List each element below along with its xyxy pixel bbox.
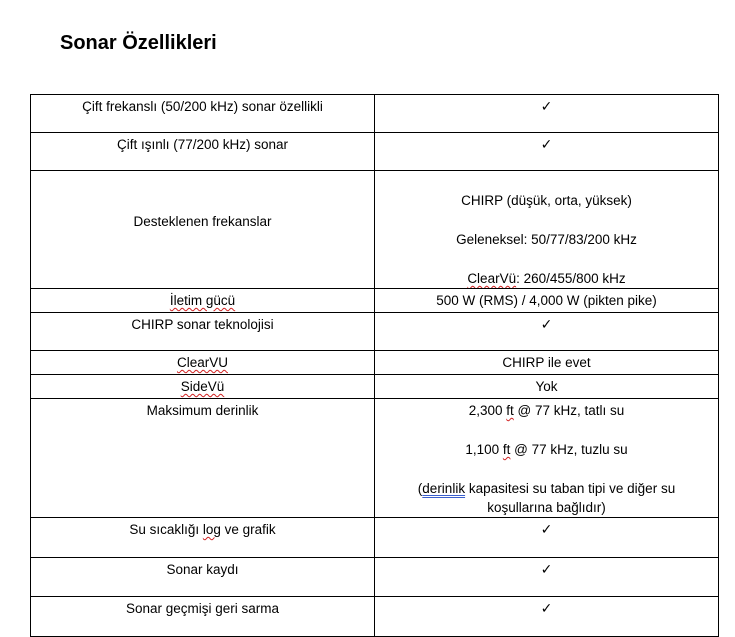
- row-value: CHIRP ile evet: [375, 351, 719, 375]
- checkmark-icon: ✓: [540, 601, 553, 617]
- row-label: [31, 171, 375, 289]
- row-label: Çift frekanslı (50/200 kHz) sonar özellikli: [31, 95, 375, 133]
- spellcheck-word: ft: [502, 442, 511, 457]
- table-row: [31, 313, 719, 351]
- table-row: [31, 133, 719, 171]
- value-line: 2,300 ft @ 77 kHz, tatlı su: [468, 403, 625, 418]
- table-row: [31, 289, 719, 313]
- value-line: CHIRP (düşük, orta, yüksek): [461, 193, 632, 208]
- row-label: Çift ışınlı (77/200 kHz) sonar: [31, 133, 375, 171]
- row-label: Maksimum derinlik: [31, 399, 375, 518]
- checkmark-icon: ✓: [540, 522, 553, 538]
- spellcheck-word: ft: [506, 403, 514, 418]
- row-label-text: Desteklenen frekanslar: [133, 214, 272, 229]
- row-value: [375, 597, 719, 637]
- row-label: [31, 375, 375, 399]
- row-label-text: ClearVU: [176, 355, 228, 370]
- grammar-word: derinlik: [422, 481, 466, 496]
- value-line: 1,100 ft @ 77 kHz, tuzlu su: [465, 442, 628, 457]
- row-label-text: SideVü: [180, 379, 225, 394]
- row-value: [375, 558, 719, 597]
- table-row: [31, 375, 719, 399]
- sonar-spec-table: [30, 94, 719, 637]
- row-value: [375, 171, 719, 289]
- value-note: (derinlik kapasitesi su taban tipi ve diğer su koşullarına bağlıdır): [417, 481, 676, 515]
- page-title: Sonar Özellikleri: [60, 32, 217, 54]
- table-row: [31, 597, 719, 637]
- row-value: Yok: [375, 375, 719, 399]
- table-row: [31, 171, 719, 289]
- value-line: ClearVü: 260/455/800 kHz: [467, 271, 626, 286]
- row-label: Sonar kaydı: [31, 558, 375, 597]
- checkmark-icon: ✓: [540, 137, 553, 153]
- row-label: [31, 351, 375, 375]
- value-line: Geleneksel: 50/77/83/200 kHz: [456, 232, 637, 247]
- row-value: [375, 313, 719, 351]
- table-row: [31, 399, 719, 518]
- row-value: [375, 95, 719, 133]
- row-label: [31, 289, 375, 313]
- row-label-text: İletim gücü: [169, 293, 236, 308]
- checkmark-icon: ✓: [540, 562, 553, 578]
- table-row: [31, 558, 719, 597]
- row-value: [375, 133, 719, 171]
- row-label: CHIRP sonar teknolojisi: [31, 313, 375, 351]
- spellcheck-word: log: [202, 522, 221, 537]
- table-row: [31, 351, 719, 375]
- row-value: 500 W (RMS) / 4,000 W (pikten pike): [375, 289, 719, 313]
- spellcheck-word: ClearVü: [467, 271, 517, 286]
- row-label: Su sıcaklığı log ve grafik: [31, 518, 375, 558]
- checkmark-icon: ✓: [540, 99, 553, 115]
- row-label: Sonar geçmişi geri sarma: [31, 597, 375, 637]
- table-row: [31, 95, 719, 133]
- checkmark-icon: ✓: [540, 317, 553, 333]
- row-value: [375, 399, 719, 518]
- table-row: [31, 518, 719, 558]
- row-value: [375, 518, 719, 558]
